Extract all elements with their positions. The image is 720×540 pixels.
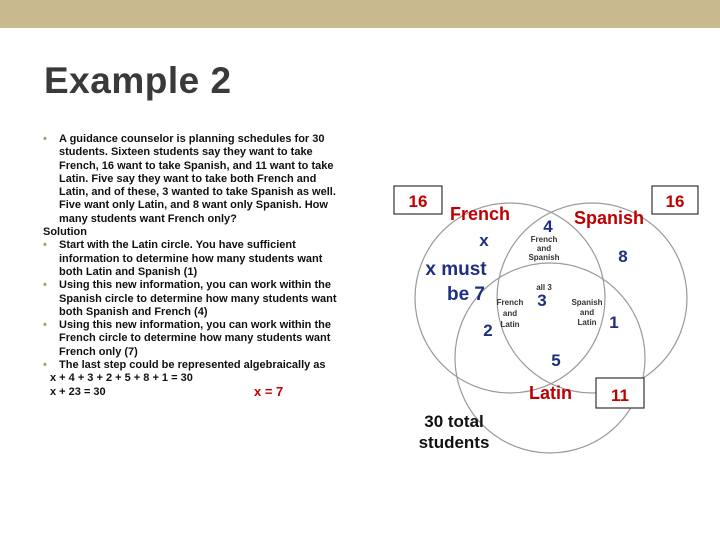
spanish-label: Spanish: [574, 208, 645, 228]
french-spanish-text1: French: [530, 235, 558, 244]
bullet-dot-icon: •: [43, 319, 47, 332]
french-label: French: [450, 204, 511, 224]
latin-step-text: Start with the Latin circle. You have sufficient information to determine how many students want both Latin and Spanish (1): [59, 239, 323, 278]
solution-heading: Solution: [43, 226, 87, 239]
spanish-latin-value: 1: [609, 313, 619, 332]
latin-label: Latin: [529, 383, 572, 403]
spanish-latin-text2: and: [579, 308, 595, 317]
spanish-only-value: 8: [618, 247, 628, 266]
x-must-line2: be 7: [446, 284, 486, 305]
total-students-line2: students: [418, 433, 490, 452]
french-only-value: x: [479, 231, 489, 250]
french-latin-text3: Latin: [500, 320, 520, 329]
slide-body: [43, 133, 348, 400]
french-spanish-text2: and: [536, 244, 552, 253]
bullet-dot-icon: •: [43, 279, 47, 292]
bullet-dot-icon: •: [43, 133, 47, 145]
equation-line-2: [43, 383, 348, 400]
french-latin-value: 2: [483, 321, 493, 340]
spanish-latin-text3: Latin: [577, 318, 597, 327]
all-three-text: all 3: [536, 283, 552, 292]
french-latin-text1: French: [496, 298, 524, 307]
latin-only-value: 5: [551, 351, 561, 370]
last-step-text: The last step could be represented algebraically as: [59, 359, 326, 372]
bullet-french-step: [43, 319, 348, 359]
french-spanish-text3: Spanish: [528, 253, 560, 262]
spanish-total: 16: [665, 192, 685, 211]
venn-diagram: [392, 178, 702, 458]
total-students-line1: 30 total: [424, 412, 484, 431]
equation-simplified: x + 23 = 30: [50, 385, 106, 398]
bullet-last-step: [43, 359, 348, 372]
french-spanish-value: 4: [543, 217, 553, 236]
bullet-dot-icon: •: [43, 359, 47, 372]
french-total: 16: [408, 192, 428, 211]
spanish-step-text: Using this new information, you can work within the Spanish circle to determine how many students want both Spanish and French (4): [59, 279, 337, 318]
french-step-text: Using this new information, you can work within the French circle to determine how many students want French only (7): [59, 319, 331, 358]
equation-answer: x = 7: [254, 383, 284, 399]
bullet-problem: [43, 133, 348, 226]
x-must-line1: x must: [425, 259, 487, 280]
bullet-spanish-step: [43, 279, 348, 319]
equation-full: x + 4 + 3 + 2 + 5 + 8 + 1 = 30: [50, 372, 193, 385]
bullet-dot-icon: •: [43, 239, 47, 252]
spanish-latin-text1: Spanish: [571, 298, 603, 307]
problem-text: A guidance counselor is planning schedules for 30 students. Sixteen students say they want to take French, 16 want to take Spanish, and 11 want to take Latin. Five say they want to take both French and Latin, and of these, 3 wanted to take Spanish as well. Five want only Latin, and 8 want only Spanish. How many students want French only?: [59, 133, 336, 225]
top-accent-bar: [0, 0, 720, 28]
slide-title: Example 2: [44, 60, 232, 101]
all-three-value: 3: [537, 291, 547, 310]
french-latin-text2: and: [502, 309, 518, 318]
latin-total: 11: [611, 386, 629, 405]
bullet-latin-step: [43, 239, 348, 279]
